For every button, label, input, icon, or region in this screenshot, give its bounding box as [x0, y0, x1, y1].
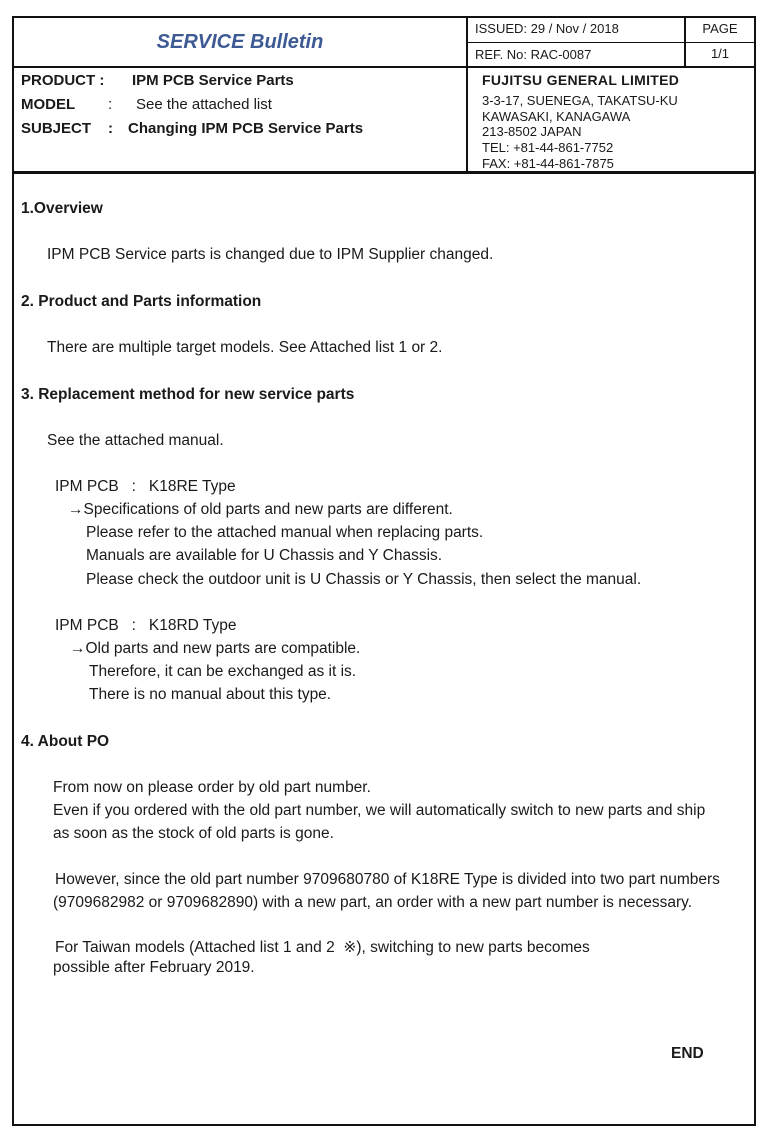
k18re-line: Manuals are available for U Chassis and Y Chassis.	[86, 547, 443, 564]
subject-label: SUBJECT	[21, 120, 92, 137]
reference-number: REF. No: RAC-0087	[475, 47, 592, 62]
k18rd-line: There is no manual about this type.	[89, 686, 332, 703]
header-divider-horizontal	[12, 66, 756, 68]
model-label: MODEL	[21, 96, 76, 113]
company-address-line: 3-3-17, SUENEGA, TAKATSU-KU	[482, 93, 678, 108]
replacement-intro: See the attached manual.	[47, 432, 224, 449]
section-heading-overview: 1.Overview	[21, 200, 103, 217]
section-heading-replacement: 3. Replacement method for new service parts	[21, 386, 355, 403]
bulletin-title: SERVICE Bulletin	[156, 30, 324, 53]
about-po-line: as soon as the stock of old parts is gone.	[53, 825, 334, 842]
section-heading-about-po: 4. About PO	[21, 733, 110, 750]
k18re-line: Please check the outdoor unit is U Chassis or Y Chassis, then select the manual.	[86, 571, 642, 588]
section-heading-product-info: 2. Product and Parts information	[21, 293, 262, 310]
product-info-text: There are multiple target models. See Attached list 1 or 2.	[47, 339, 443, 356]
about-po-line: possible after February 2019.	[53, 959, 255, 976]
k18re-title: IPM PCB : K18RE Type	[55, 478, 236, 495]
page-value: 1/1	[710, 46, 730, 61]
header-divider-issued	[466, 42, 756, 43]
about-po-line: (9709682982 or 9709682890) with a new part, an order with a new part number is necessary.	[53, 894, 693, 911]
k18rd-line: →Old parts and new parts are compatible.	[70, 640, 361, 657]
k18rd-title: IPM PCB : K18RD Type	[55, 617, 237, 634]
end-marker: END	[671, 1045, 704, 1062]
page-label: PAGE	[702, 21, 738, 36]
model-value: See the attached list	[136, 96, 272, 113]
model-colon: :	[108, 96, 113, 113]
company-name: FUJITSU GENERAL LIMITED	[482, 72, 680, 88]
k18rd-line: Therefore, it can be exchanged as it is.	[89, 663, 357, 680]
k18re-line: Please refer to the attached manual when replacing parts.	[86, 524, 484, 541]
company-address-line: 213-8502 JAPAN	[482, 124, 582, 139]
subject-colon: :	[108, 120, 113, 137]
about-po-line: For Taiwan models (Attached list 1 and 2 ※), switching to new parts becomes	[55, 939, 590, 956]
about-po-line: However, since the old part number 9709680780 of K18RE Type is divided into two part numbers	[55, 871, 720, 888]
issued-date: ISSUED: 29 / Nov / 2018	[475, 21, 619, 36]
company-tel: TEL: +81-44-861-7752	[482, 140, 614, 155]
product-label: PRODUCT :	[21, 72, 105, 89]
overview-text: IPM PCB Service parts is changed due to IPM Supplier changed.	[47, 246, 494, 263]
company-address-line: KAWASAKI, KANAGAWA	[482, 109, 631, 124]
header-bottom-rule	[12, 171, 756, 174]
about-po-line: From now on please order by old part number.	[53, 779, 371, 796]
k18re-line: →Specifications of old parts and new parts are different.	[68, 501, 453, 518]
product-value: IPM PCB Service Parts	[132, 72, 294, 89]
about-po-line: Even if you ordered with the old part number, we will automatically switch to new parts and ship	[53, 802, 706, 819]
subject-value: Changing IPM PCB Service Parts	[128, 120, 364, 137]
company-fax: FAX: +81-44-861-7875	[482, 156, 614, 171]
header-divider-vertical	[466, 16, 468, 172]
